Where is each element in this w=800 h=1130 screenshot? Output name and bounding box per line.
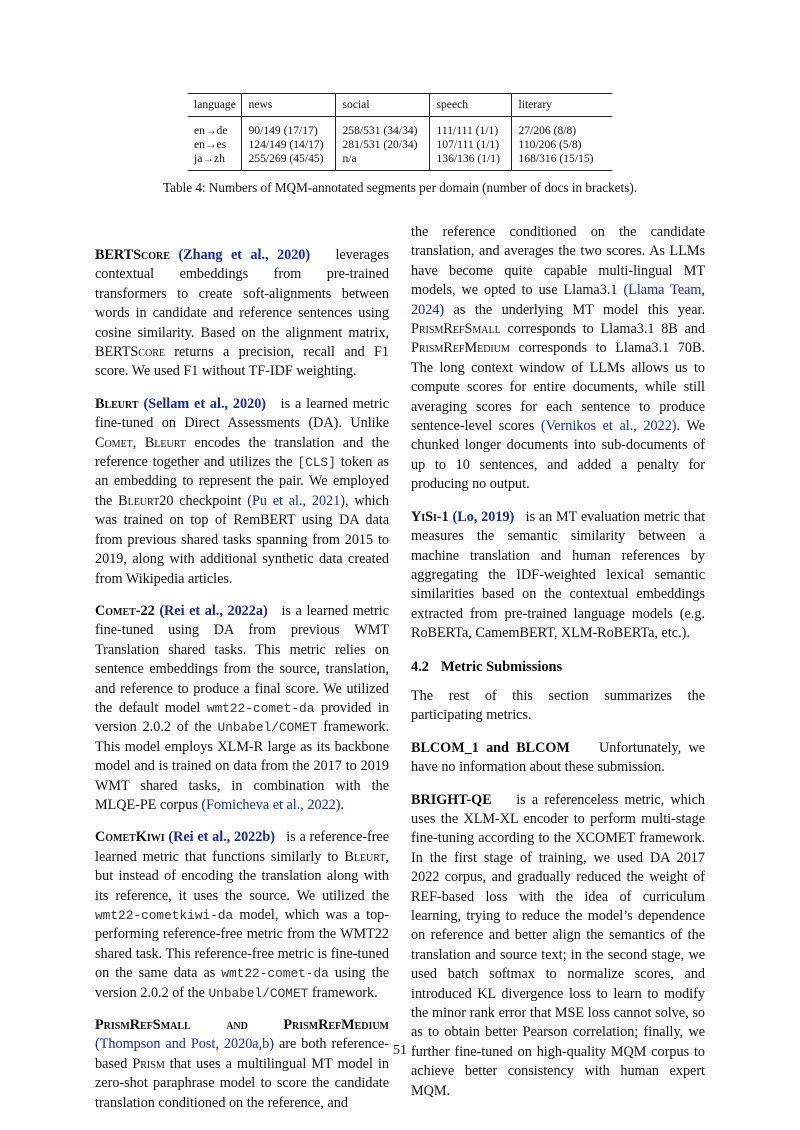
table-cell: 168/316 (15/15) [511, 152, 612, 171]
metric-name-inline: Bleurt [144, 434, 186, 451]
paragraph-section-intro: The rest of this section summarizes the participating metrics. [411, 687, 705, 724]
page-number: 51 [393, 1043, 407, 1058]
citation-link[interactable]: (Thompson and Post, 2020a,b) [95, 1036, 274, 1053]
paragraph-text: model, which was a top-performing reference-free metric from the WMT22 shared task. This reference-free metric is fine-tuned on the same data as [95, 907, 389, 982]
paragraph-text: corresponds to Llama3.1 70B. The long context window of LLMs allows us to compute scores for entire documents, while still averaging scores for each sentence to produce sentence-level scores [411, 340, 705, 435]
table-cell: 111/111 (1/1) [429, 117, 511, 139]
table-header-cell: news [241, 94, 335, 117]
table-header-cell: literary [511, 94, 612, 117]
paragraph-text: is a reference-free learned metric that functions similarly to [95, 829, 390, 865]
metric-name: YiSi-1 [411, 508, 449, 525]
table-caption: Table 4: Numbers of MQM-annotated segments per domain (number of docs in brackets). [162, 180, 638, 195]
table-header-cell: speech [429, 94, 511, 117]
table-cell: 110/206 (5/8) [511, 138, 612, 152]
section-title: Metric Submissions [441, 658, 563, 675]
paragraph-text: is an MT evaluation metric that measures the semantic similarity between a machine translation and human references by aggregating the IDF-weighted lexical semantic similarities based on the contextual embeddings extracted from pre-trained language models (e.g. RoBERTa, CamemBERT, XLM-RoBERTa, etc.). [411, 508, 706, 642]
paragraph-blcom [411, 739, 705, 778]
metric-name: CometKiwi [95, 829, 165, 846]
code-token: Unbabel/COMET [217, 720, 318, 736]
paragraph-text: as the underlying MT model this year. [444, 301, 705, 318]
table-cell: 124/149 (14/17) [241, 138, 335, 152]
code-token: wmt22-comet-da [206, 700, 315, 716]
mqm-segments-table [188, 93, 612, 171]
paragraph-text: is a learned metric fine-tuned using DA from previous WMT Translation shared tasks. This metric relies on sentence embeddings from the source, translation, and reference to produce a final score. We utilized the default model [95, 602, 390, 716]
metric-name-inline: Comet [95, 434, 133, 451]
table-cell: 281/531 (20/34) [335, 138, 429, 152]
table-row [188, 138, 612, 152]
paragraph-cometkiwi [95, 828, 389, 1003]
table-cell: en→de [194, 124, 228, 137]
left-column [95, 246, 389, 1126]
paragraph-text: is a referenceless metric, which uses the XLM-XL encoder to perform multi-stage fine-tuning according to the XCOMET framework. In the first stage of training, we used DA 2017 2022 corpus, and gradually reduced the weight of REF-based loss with the idea of curriculum learning, trying to reduce the model’s dependence on reference and better align the semantics of the translation and source text; in the second stage, we used batch softmax to normalize scores, and introduced KL divergence loss to learn to modify the minor rank error that MSE loss cannot solve, so as to obtain better Pearson correlation; finally, we further fine-tuned on high-quality MQM corpus to achieve better consistency with human expert MQM. [411, 791, 705, 1099]
mqm-table-container [188, 93, 612, 171]
paragraph-text: framework. [308, 984, 378, 1001]
paragraph-prismref [95, 1016, 389, 1113]
right-column [411, 224, 706, 1114]
paragraph-bertscore [95, 246, 389, 382]
metric-name: BLCOM_1 and BLCOM [411, 739, 570, 756]
metric-name: BERTScore [95, 247, 170, 263]
citation-link[interactable]: (Sellam et al., 2020) [143, 395, 267, 412]
table-cell: ja→zh [194, 152, 225, 165]
metric-name-inline: PrismRefSmall [411, 321, 501, 338]
paragraph-text: provided in version 2.0.2 of the [95, 699, 390, 736]
code-token: [CLS] [297, 455, 336, 471]
table-cell: n/a [335, 152, 429, 171]
paragraph-text: leverages contextual embeddings from pre-trained transformers to create soft-alignments between words in candidate and reference sentences using cosine similarity. Based on the alignment matrix, [95, 247, 390, 341]
table-header-cell: social [335, 94, 429, 117]
paragraph-text: Unfortunately, we have no information about these submission. [411, 739, 705, 776]
citation-link[interactable]: (Lo, 2019) [452, 508, 515, 525]
table-cell: 90/149 (17/17) [241, 117, 335, 139]
metric-name: Bleurt [95, 395, 139, 412]
metric-name-inline: Bleurt [118, 492, 160, 509]
citation-link[interactable]: (Fomicheva et al., 2022) [201, 796, 341, 813]
citation-link[interactable]: (Rei et al., 2022a) [159, 602, 268, 619]
paragraph-text: is a learned metric fine-tuned on Direct Assessments (DA). Unlike [95, 395, 390, 432]
metric-name-inline: Prism [132, 1055, 165, 1072]
code-token: wmt22-comet-da [221, 966, 329, 982]
metric-name-inline: PrismRefMedium [411, 340, 510, 357]
paragraph-prismref-continued [411, 223, 705, 495]
paragraph-yisi [411, 508, 705, 644]
metric-name-inline: Bleurt [344, 848, 386, 865]
paragraph-text: . We chunked longer documents into sub-documents of up to 10 sentences, and added a penalty for producing no output. [411, 418, 706, 493]
citation-link[interactable]: (Pu et al., 2021) [247, 492, 345, 509]
paragraph-text: encodes the translation and the reference together and utilizes the [95, 434, 390, 471]
citation-link[interactable]: (Rei et al., 2022b) [168, 829, 275, 846]
code-token: wmt22-cometkiwi-da [95, 908, 234, 923]
table-cell: en→es [194, 138, 227, 151]
paragraph-text: framework. This model employs XLM-R large as its backbone model and is trained on data from the 2017 to 2019 WMT shared tasks, in combination with the MLQE-PE corpus [95, 719, 389, 813]
code-token: Unbabel/COMET [208, 985, 309, 1001]
metric-name-inline: BERTScore [95, 344, 165, 361]
table-cell: 255/269 (45/45) [241, 152, 335, 171]
table-cell: 258/531 (34/34) [335, 117, 429, 139]
paragraph-text: , [132, 434, 145, 451]
table-header-cell: language [194, 98, 236, 111]
table-cell: 27/206 (8/8) [511, 117, 612, 139]
paragraph-text: the reference conditioned on the candidate translation, and averages the two scores. As LLMs have become quite capable multi-lingual MT models, we opted to use Llama3.1 [411, 224, 705, 299]
paragraph-text: 20 checkpoint [159, 492, 248, 509]
table-cell: 107/111 (1/1) [429, 138, 511, 152]
paragraph-text: token as an embedding to represent the pair. We employed the [95, 454, 390, 509]
metric-name: PrismRefSmall and PrismRefMedium [95, 1017, 389, 1034]
paragraph-text: that uses a multilingual MT model in zero-shot paraphrase model to score the candidate translation conditioned on the reference, and [95, 1055, 389, 1111]
table-header-row [188, 94, 612, 117]
table-row [188, 117, 612, 139]
citation-link[interactable]: (Vernikos et al., 2022) [540, 418, 677, 435]
section-number: 4.2 [411, 658, 429, 675]
paragraph-text: , but instead of encoding the translation along with its reference, it uses the source. We utilized the [95, 848, 389, 904]
paragraph-text: are both reference-based [95, 1036, 389, 1072]
paragraph-bleurt [95, 395, 389, 589]
paragraph-text: returns a precision, recall and F1 score. We used F1 without TF-IDF weighting. [95, 344, 389, 380]
section-heading [411, 658, 705, 677]
table-cell: 136/136 (1/1) [429, 152, 511, 171]
paragraph-text: . [340, 796, 345, 813]
citation-link[interactable]: (Llama Team, 2024) [411, 282, 705, 318]
paragraph-text: corresponds to Llama3.1 8B and [500, 321, 705, 338]
metric-name: BRIGHT-QE [411, 791, 492, 808]
paragraph-comet22 [95, 602, 389, 815]
metric-name: Comet-22 [95, 602, 155, 619]
table-row [188, 152, 612, 171]
citation-link[interactable]: (Zhang et al., 2020) [178, 247, 311, 263]
paragraph-text: using the version 2.0.2 of the [95, 965, 390, 1001]
paragraph-text: , which was trained on top of RemBERT using DA data from previous shared tasks spanning from 2015 to 2019, along with additional synthetic data created from Wikipedia articles. [95, 492, 389, 587]
